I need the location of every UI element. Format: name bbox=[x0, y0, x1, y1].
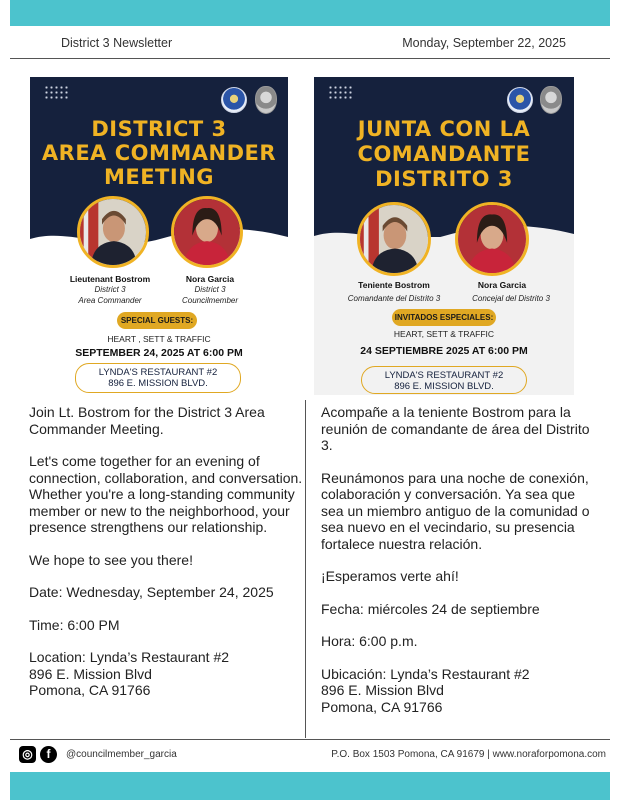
person-role-line: District 3 bbox=[194, 285, 226, 294]
person-role-lieutenant: Comandante del Distrito 3 bbox=[347, 294, 441, 303]
person-role-councilmember bbox=[160, 284, 260, 306]
footer-address: P.O. Box 1503 Pomona, CA 91679 | www.noraforpomona.com bbox=[331, 749, 606, 760]
top-accent-bar bbox=[10, 0, 610, 26]
venue-line: 896 E. MISSION BLVD. bbox=[108, 378, 208, 389]
venue-line: LYNDA'S RESTAURANT #2 bbox=[384, 370, 504, 381]
special-guests-label: SPECIAL GUESTS: bbox=[117, 312, 197, 329]
location-line: Pomona, CA 91766 bbox=[321, 698, 443, 715]
flyer-event-datetime: 24 SEPTIEMBRE 2025 AT 6:00 PM bbox=[360, 345, 528, 357]
flyer-heading bbox=[30, 117, 288, 189]
column-divider bbox=[305, 400, 306, 738]
social-handle: @councilmember_garcia bbox=[66, 749, 177, 760]
flyer-venue bbox=[361, 366, 527, 394]
header-divider bbox=[10, 58, 610, 59]
special-guests-list: HEART , SETT & TRAFFIC bbox=[107, 334, 211, 344]
facebook-icon[interactable]: f bbox=[40, 746, 57, 763]
invitation-paragraph: Reunámonos para una noche de conexión, colaboración y conversación. Ya sea que sea un miembro antiguo de la comunidad o sea nuevo en el vecindario, su presencia fortalece nuestra relación. bbox=[321, 469, 590, 552]
venue-line: 896 E. MISSION BLVD. bbox=[394, 381, 494, 392]
flyer-heading-line: MEETING bbox=[103, 165, 215, 189]
invitation-paragraph: Let's come together for an evening of connection, collaboration, and conversation. Whether you're a long-standing community member or new to the neighborhood, your presence strengthens our relationship. bbox=[29, 453, 303, 535]
flyer-heading-line: COMANDANTE bbox=[357, 142, 531, 166]
decorative-dots bbox=[44, 85, 70, 99]
footer-divider bbox=[10, 739, 610, 740]
police-badge-icon bbox=[255, 86, 277, 114]
event-location bbox=[29, 649, 303, 699]
event-date: Fecha: miércoles 24 de septiembre bbox=[321, 600, 540, 617]
closing-text: We hope to see you there! bbox=[29, 551, 193, 568]
event-time: Hora: 6:00 p.m. bbox=[321, 633, 418, 649]
city-seal-icon bbox=[221, 87, 247, 113]
event-location bbox=[321, 666, 596, 716]
special-guests-label: INVITADOS ESPECIALES: bbox=[392, 309, 496, 326]
flyer-heading bbox=[314, 117, 574, 192]
location-line: Pomona, CA 91766 bbox=[29, 682, 151, 698]
event-time: Time: 6:00 PM bbox=[29, 616, 120, 633]
decorative-dots bbox=[328, 85, 354, 99]
flyer-heading-line: JUNTA CON LA bbox=[357, 117, 531, 141]
instagram-icon[interactable]: ◎ bbox=[19, 746, 36, 763]
flyer-venue bbox=[75, 363, 241, 393]
newsletter-date: Monday, September 22, 2025 bbox=[402, 36, 566, 50]
police-badge-icon bbox=[540, 86, 562, 114]
portrait-lieutenant bbox=[357, 202, 431, 276]
person-role-lieutenant bbox=[52, 284, 168, 306]
flyer-wave-divider bbox=[30, 227, 288, 257]
flyer-heading-line: DISTRITO 3 bbox=[375, 167, 513, 191]
person-name-councilmember: Nora Garcia bbox=[477, 280, 527, 290]
person-role-line: Area Commander bbox=[78, 296, 142, 305]
flyer-heading-line: DISTRICT 3 bbox=[91, 117, 227, 141]
person-name-lieutenant: Lieutenant Bostrom bbox=[69, 274, 151, 284]
flyer-event-datetime: SEPTEMBER 24, 2025 AT 6:00 PM bbox=[75, 347, 243, 359]
person-role-line: Councilmember bbox=[181, 296, 239, 305]
event-date: Date: Wednesday, September 24, 2025 bbox=[29, 584, 274, 600]
location-line: 896 E. Mission Blvd bbox=[321, 682, 444, 698]
location-line: Location: Lynda’s Restaurant #2 bbox=[29, 649, 230, 665]
closing-text: ¡Esperamos verte ahí! bbox=[321, 568, 459, 584]
body-column-english bbox=[29, 404, 303, 715]
portrait-councilmember bbox=[171, 196, 243, 268]
venue-line: LYNDA'S RESTAURANT #2 bbox=[98, 367, 218, 378]
flyer-english bbox=[30, 77, 288, 397]
special-guests-list: HEART, SETT & TRAFFIC bbox=[393, 329, 495, 339]
location-line: 896 E. Mission Blvd bbox=[29, 665, 152, 682]
flyer-wave-divider bbox=[314, 224, 574, 254]
bottom-accent-bar bbox=[10, 772, 610, 800]
body-column-spanish bbox=[321, 404, 596, 731]
intro-text: Join Lt. Bostrom for the District 3 Area Commander Meeting. bbox=[29, 404, 265, 437]
person-name-councilmember: Nora Garcia bbox=[185, 274, 235, 284]
location-line: Ubicación: Lynda’s Restaurant #2 bbox=[321, 665, 530, 682]
intro-text: Acompañe a la teniente Bostrom para la reunión de comandante de área del Distrito 3. bbox=[321, 404, 590, 453]
portrait-councilmember bbox=[455, 202, 529, 276]
newsletter-title: District 3 Newsletter bbox=[61, 36, 173, 50]
flyer-spanish bbox=[314, 77, 574, 395]
flyer-heading-line: AREA COMMANDER bbox=[41, 141, 277, 165]
person-name-lieutenant: Teniente Bostrom bbox=[358, 280, 430, 290]
person-role-line: District 3 bbox=[94, 285, 126, 294]
portrait-lieutenant bbox=[77, 196, 149, 268]
city-seal-icon bbox=[507, 87, 533, 113]
person-role-councilmember: Concejal del Distrito 3 bbox=[472, 294, 550, 303]
